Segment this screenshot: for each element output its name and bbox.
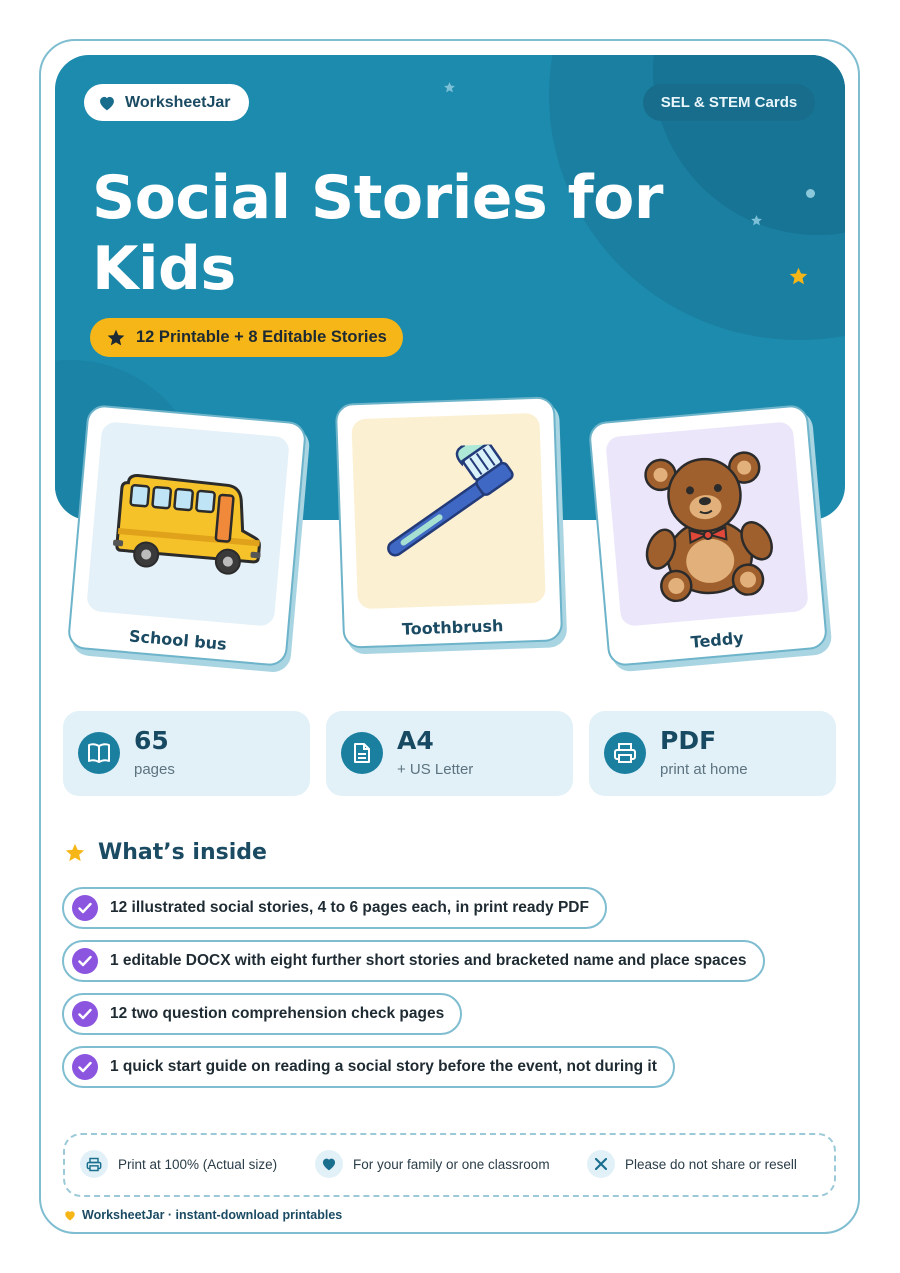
teddy-bear-icon bbox=[631, 443, 784, 605]
printer-icon bbox=[604, 732, 646, 774]
school-bus-icon bbox=[109, 468, 267, 581]
note-text: For your family or one classroom bbox=[353, 1156, 550, 1172]
list-item-text: 1 quick start guide on reading a social story before the event, not during it bbox=[110, 1058, 657, 1075]
note-license bbox=[315, 1150, 550, 1178]
card-label: Toothbrush bbox=[401, 616, 504, 639]
checkmark-icon bbox=[72, 1054, 98, 1080]
sparkle-star-icon bbox=[750, 214, 763, 227]
heart-icon bbox=[98, 95, 116, 111]
brand-name: WorksheetJar bbox=[125, 93, 231, 111]
sparkle-star-icon bbox=[788, 266, 809, 287]
sparkle-star-icon bbox=[443, 81, 456, 94]
list-item bbox=[62, 940, 765, 982]
stat-value: PDF bbox=[660, 726, 717, 755]
card-label: Teddy bbox=[689, 628, 745, 652]
stat-format bbox=[589, 711, 836, 796]
list-item-text: 12 illustrated social stories, 4 to 6 pages each, in print ready PDF bbox=[110, 899, 589, 916]
star-icon bbox=[106, 328, 126, 348]
book-icon bbox=[78, 732, 120, 774]
credit-text: WorksheetJar · instant-download printables bbox=[82, 1208, 343, 1222]
brand-logo bbox=[84, 84, 249, 121]
card-illustration bbox=[351, 413, 546, 609]
list-item-text: 12 two question comprehension check pages bbox=[110, 1005, 445, 1022]
story-count-badge bbox=[90, 318, 403, 357]
picture-card-school-bus bbox=[67, 404, 308, 667]
star-icon bbox=[64, 842, 86, 864]
category-tag: SEL & STEM Cards bbox=[643, 84, 815, 121]
note-print-size bbox=[80, 1150, 277, 1178]
stat-paper-size bbox=[326, 711, 573, 796]
heart-icon bbox=[315, 1150, 343, 1178]
list-item bbox=[62, 887, 607, 929]
checkmark-icon bbox=[72, 948, 98, 974]
checkmark-icon bbox=[72, 1001, 98, 1027]
footer-credit bbox=[64, 1208, 342, 1222]
note-text: Please do not share or resell bbox=[625, 1156, 797, 1172]
picture-card-toothbrush bbox=[335, 396, 563, 649]
toothbrush-icon bbox=[366, 443, 530, 579]
page-title: Social Stories for Kids bbox=[92, 163, 663, 304]
section-heading bbox=[64, 840, 267, 865]
stat-caption: + US Letter bbox=[397, 761, 474, 778]
heart-icon bbox=[64, 1210, 76, 1221]
document-icon bbox=[341, 732, 383, 774]
list-item bbox=[62, 993, 462, 1035]
note-text: Print at 100% (Actual size) bbox=[118, 1156, 278, 1172]
picture-card-teddy bbox=[588, 404, 829, 667]
stat-value: A4 bbox=[397, 726, 434, 755]
card-illustration bbox=[86, 421, 290, 627]
card-illustration bbox=[605, 421, 809, 627]
sparkle-dot bbox=[806, 189, 815, 198]
list-item-text: 1 editable DOCX with eight further short stories and bracketed name and place spaces bbox=[110, 952, 747, 969]
stat-caption: print at home bbox=[660, 761, 748, 778]
badge-label: 12 Printable + 8 Editable Stories bbox=[136, 328, 387, 346]
checkmark-icon bbox=[72, 895, 98, 921]
printer-icon bbox=[80, 1150, 108, 1178]
stat-value: 65 bbox=[134, 726, 169, 755]
list-item bbox=[62, 1046, 675, 1088]
card-label: School bus bbox=[128, 626, 228, 654]
stat-caption: pages bbox=[134, 761, 175, 778]
note-no-share bbox=[587, 1150, 797, 1178]
stat-pages bbox=[63, 711, 310, 796]
section-heading-text: What’s inside bbox=[98, 840, 267, 865]
close-icon bbox=[587, 1150, 615, 1178]
